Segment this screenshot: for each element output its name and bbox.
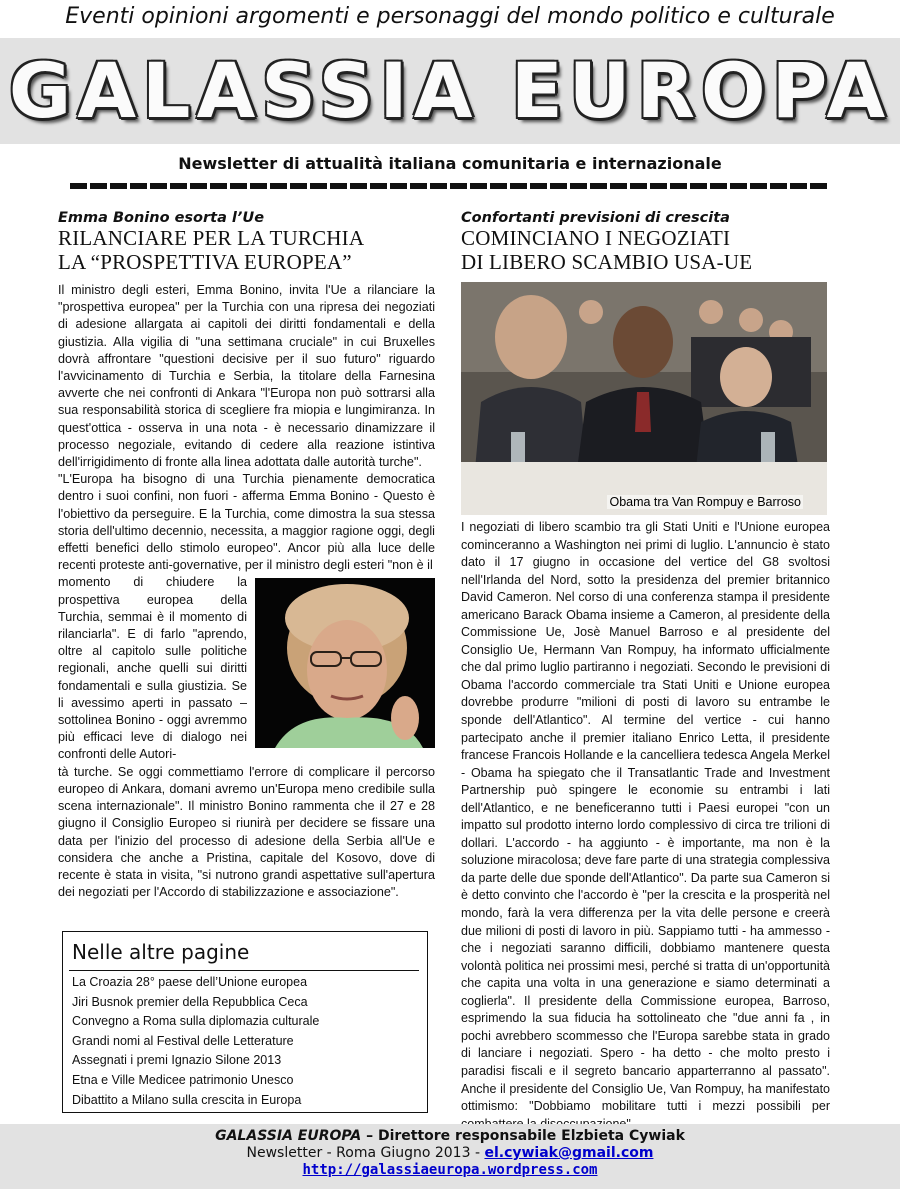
article-kicker: Confortanti previsioni di crescita <box>461 210 730 226</box>
article-body <box>461 519 830 1133</box>
article-headline-line2: DI LIBERO SCAMBIO USA-UE <box>461 250 753 274</box>
list-item[interactable]: Convegno a Roma sulla diplomazia culturale <box>72 1014 320 1029</box>
article-headline-line1: COMINCIANO I NEGOZIATI <box>461 226 731 250</box>
photo-caption: Obama tra Van Rompuy e Barroso <box>609 495 801 509</box>
article-paragraph: "L'Europa ha bisogno di una Turchia pienamente democratica dentro i suoi confini, non fuori - afferma Emma Bonino - Questo è l'obiettivo da perseguire. E la Turchia, come dimostra la sua stessa storia dell'ultimo decennio, necessita, a maggior ragione oggi, degli effetti benefici dello stimolo europeo". Ancor più alla luce delle recenti proteste anti-governative, per il ministro degli esteri "non è il <box>58 472 435 573</box>
footer-line2 <box>0 1145 900 1161</box>
footer-newsletter: Newsletter - Roma Giugno 2013 - <box>246 1145 485 1161</box>
website-link[interactable]: http://galassiaeuropa.wordpress.com <box>302 1162 598 1178</box>
tagline: Eventi opinioni argomenti e personaggi del mondo politico e culturale <box>65 4 835 29</box>
article-trade <box>461 210 830 1133</box>
newsletter-subtitle: Newsletter di attualità italiana comunitaria e internazionale <box>178 154 722 173</box>
article-paragraph: momento di chiudere la prospettiva europea della Turchia, semmai è il momento di rilanciarla". E di farlo "aprendo, oltre al capitolo sulle politiche regionali, anche quelli sui diritti fondamentali e sulla giustizia. Se li avessimo aperti in passato – sottolinea Bonino - oggi avremmo più efficaci leve di dialogo nei confronti delle Autori- <box>58 575 247 762</box>
list-item[interactable]: La Croazia 28° paese dell’Unione europea <box>72 975 308 989</box>
article-headline-line2: LA “PROSPETTIVA EUROPEA” <box>58 250 352 274</box>
g8-photo <box>461 282 827 515</box>
header-divider <box>70 183 830 189</box>
list-item[interactable]: Assegnati i premi Ignazio Silone 2013 <box>72 1053 282 1068</box>
masthead-banner <box>0 38 900 144</box>
article-bonino <box>58 210 435 901</box>
portrait-image <box>255 578 435 748</box>
box-divider <box>69 970 419 971</box>
list-item[interactable]: Etna e Ville Medicee patrimonio Unesco <box>72 1072 294 1087</box>
article-body <box>58 282 435 901</box>
article-headline-line1: RILANCIARE PER LA TURCHIA <box>58 226 365 250</box>
footer-line1 <box>0 1128 900 1144</box>
article-paragraph: Il ministro degli esteri, Emma Bonino, invita l'Ue a rilanciare la "prospettiva europea" per la Turchia con una ripresa dei negoziati di adesione allargata ai capitoli dei diritti fondamentali e della giustizia. Alla vigilia di "una settimana cruciale" in cui Bruxelles dovrà affrontare "questioni decisive per il suo futuro" riguardo l'avvicinamento di Turchia e Serbia, la titolare della Farnesina avverte che nei confronti di Ankara "l'Europa non può sottrarsi alla sua responsabilità storica di scegliere fra miopia e lungimiranza. In quest'ottica - osserva in una nota - è necessario dinamizzare il processo negoziale, evitando di cedere alla reazione istintiva dell'irrigidimento di fronte alla linea adottata dalle autorità turche". <box>58 283 435 470</box>
article-paragraph: I negoziati di libero scambio tra gli Stati Uniti e l'Unione europea cominceranno a Washington nei primi di luglio. L'annuncio è stato dato il 17 giugno in occasione del vertice del G8 svoltosi nell'Irlanda del Nord, sotto la presidenza del premier britannico David Cameron. Nel corso di una conferenza stampa il presidente americano Barack Obama insieme a Cameron, al presidente della Commissione Ue, Josè Manuel Barroso e al presidente del Consiglio Ue, Hermann Van Rompuy, ha informato ufficialmente che dal primo luglio partiranno i negoziati. Secondo le previsioni di Obama l'accordo commerciale tra Stati Uniti e Unione europea dovrebbe produrre "milioni di posti di lavoro su entrambe le sponde dell'Atlantico". Al termine del vertice - cui hanno partecipato anche il premier italiano Enrico Letta, il presidente francese Francois Hollande e la cancelliera tedesca Angela Merkel - Obama ha spiegato che il Transatlantic Trade and Investment Partnership può spingere le economie su entrambi i lati dell'Atlantico, e ne beneficeranno tutti i Paesi europei "con un impatto sul prodotto interno lordo complessivo di circa tre trilioni di dollari. L'accordo - ha aggiunto - è importante, ma non è la soluzione miracolosa; deve fare parte di una strategia complessiva da parte delle due sponde dell'Atlantico". Da parte sua Cameron si è detto convinto che l'accordo è "per la crescita e la prosperità nel mondo, farà la vera differenza per la vita delle persone e creerà due milioni di posti di lavoro in più. Sappiamo tutti - ha ammesso - che i negoziati saranno difficili, dobbiamo mantenere questa volontà politica nei prossimi mesi, perché si tratta di un'opportunità che capita una volta in una generazione e siamo determinati a coglierla". Il presidente della Commissione europea, Barroso, esprimendo la sua fiducia ha sottolineato che "due anni fa , in pochi avrebbero scommesso che l'Europa sarebbe stata in grado di lanciare i negoziati. Spero - ha detto - che molto presto i paradisi fiscali e il segreto bancario apparterranno al passato". Anche il presidente del Consiglio Ue, Van Rompuy, ha manifestato ottimismo: "Dobbiamo mobilitare tutti i mezzi possibili per <box>461 520 830 1114</box>
list-item[interactable]: Grandi nomi al Festival delle Letterature <box>72 1033 294 1048</box>
list-item[interactable]: Jiri Busnok premier della Repubblica Ceca <box>72 994 308 1009</box>
footer-line3 <box>0 1162 900 1178</box>
footer-director: – Direttore responsabile Elzbieta Cywiak <box>361 1128 685 1144</box>
other-pages-list <box>72 973 319 1110</box>
masthead-title: GALASSIA EUROPA <box>8 46 892 135</box>
article-paragraph: tà turche. Se oggi commettiamo l'errore di complicare il percorso europeo di Ankara, domani avremo un'Europa meno credibile sulla scena internazionale". Il ministro Bonino rammenta che il 27 e 28 giugno il Consiglio Europeo si riunirà per decidere se fissare una data per l'inizio del processo di adesione della Serbia all'Ue e considera che anche a Pristina, capitale del Kosovo, dove di recente è stata in visita, "si nutrono grandi aspettative sull'apertura dei negoziati per l'Accordo di stabilizzazione e associazione". <box>58 764 435 900</box>
other-pages-box <box>62 931 428 1113</box>
list-item[interactable]: Dibattito a Milano sulla crescita in Europa <box>72 1092 302 1107</box>
footer-brand: GALASSIA EUROPA <box>215 1128 362 1144</box>
bonino-photo <box>255 578 435 748</box>
footer <box>0 1124 900 1189</box>
meeting-image <box>461 282 827 515</box>
other-pages-title: Nelle altre pagine <box>72 940 250 964</box>
article-kicker: Emma Bonino esorta l’Ue <box>58 210 265 226</box>
email-link[interactable]: el.cywiak@gmail.com <box>484 1145 654 1161</box>
